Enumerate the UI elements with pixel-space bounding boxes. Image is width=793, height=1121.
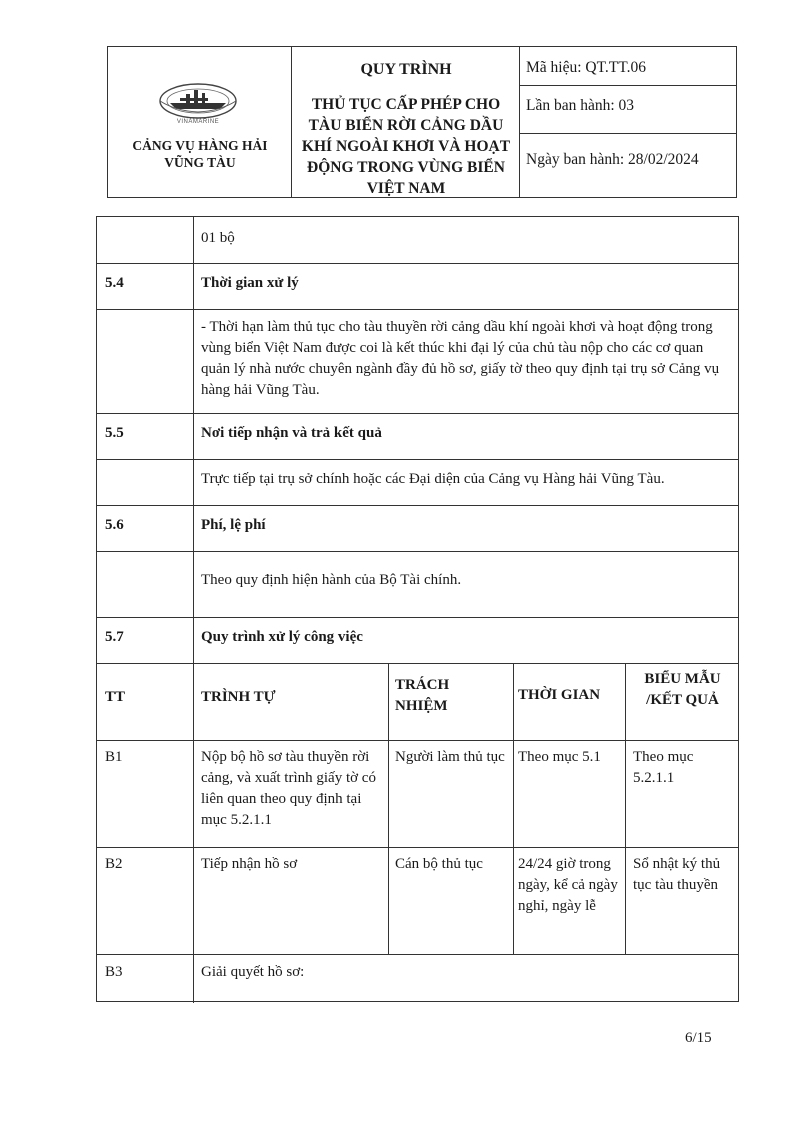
step-description: Tiếp nhận hồ sơ [201, 856, 298, 872]
section-number: 5.4 [105, 275, 124, 291]
issue-date: Ngày ban hành: 28/02/2024 [526, 151, 699, 168]
header-org-cell [108, 47, 292, 197]
section-title: Quy trình xử lý công việc [201, 629, 363, 645]
column-header-time: THỜI GIAN [518, 687, 601, 703]
section-number: 5.7 [105, 629, 124, 645]
column-divider [193, 217, 194, 1003]
step-number: B1 [105, 749, 123, 765]
column-divider [388, 663, 389, 954]
procedure-title: THỦ TỤC CẤP PHÉP CHO TÀU BIỂN RỜI CẢNG DẦU KHÍ NGOÀI KHƠI VÀ HOẠT ĐỘNG TRONG VÙNG BIỂN VIỆT NAM [301, 96, 511, 197]
org-name: CẢNG VỤ HÀNG HẢI VŨNG TÀU [132, 138, 268, 170]
quantity-text: 01 bộ [201, 230, 235, 246]
section-title: Nơi tiếp nhận và trả kết quả [201, 425, 382, 441]
section-title: Phí, lệ phí [201, 517, 266, 533]
vinamarine-logo [156, 81, 240, 125]
issue-number: Lần ban hành: 03 [526, 97, 635, 114]
step-time: Theo mục 5.1 [518, 749, 601, 765]
section-number: 5.6 [105, 517, 124, 533]
section-title: Thời gian xử lý [201, 275, 299, 291]
document-header [107, 46, 737, 198]
column-header-responsibility: TRÁCH NHIỆM [395, 677, 450, 714]
content-table [96, 216, 739, 1002]
page-number: 6/15 [685, 1030, 712, 1046]
section-body: Theo quy định hiện hành của Bộ Tài chính. [201, 572, 462, 588]
header-title-cell [292, 47, 520, 197]
column-header-form-result: BIỂU MẪU /KẾT QUẢ [644, 671, 721, 708]
header-meta-cell [520, 47, 736, 197]
step-form-result: Theo mục 5.2.1.1 [633, 749, 694, 786]
divider [520, 133, 736, 134]
divider [520, 85, 736, 86]
section-number: 5.5 [105, 425, 124, 441]
step-time: 24/24 giờ trong ngày, kể cả ngày nghỉ, ngày lễ [518, 856, 618, 914]
step-responsibility: Cán bộ thủ tục [395, 856, 483, 872]
section-body: - Thời hạn làm thủ tục cho tàu thuyền rời cảng dầu khí ngoài khơi và hoạt động trong vùng biển Việt Nam được coi là kết thúc khi đại lý của chủ tàu nộp cho các cơ quan quản lý nhà nước chuyên ngành đầy đủ hồ sơ, giấy tờ theo quy định tại trụ sở Cảng vụ hàng hải Vũng Tàu. [201, 319, 720, 398]
svg-text:VINAMARINE: VINAMARINE [176, 119, 220, 125]
step-number: B2 [105, 856, 123, 872]
column-header-step: TRÌNH TỰ [201, 689, 276, 705]
column-divider [513, 663, 514, 954]
column-header-tt: TT [105, 689, 126, 705]
procedure-label: QUY TRÌNH [360, 61, 452, 78]
step-description: Nộp bộ hồ sơ tàu thuyền rời cảng, và xuất trình giấy tờ có liên quan theo quy định tại mục 5.2.1.1 [201, 749, 376, 828]
step-responsibility: Người làm thủ tục [395, 749, 505, 765]
step-form-result: Sổ nhật ký thủ tục tàu thuyền [633, 856, 721, 893]
step-description: Giải quyết hồ sơ: [201, 964, 305, 980]
section-body: Trực tiếp tại trụ sở chính hoặc các Đại diện của Cảng vụ Hàng hải Vũng Tàu. [201, 471, 665, 487]
step-number: B3 [105, 964, 123, 980]
document-code: Mã hiệu: QT.TT.06 [526, 59, 646, 76]
